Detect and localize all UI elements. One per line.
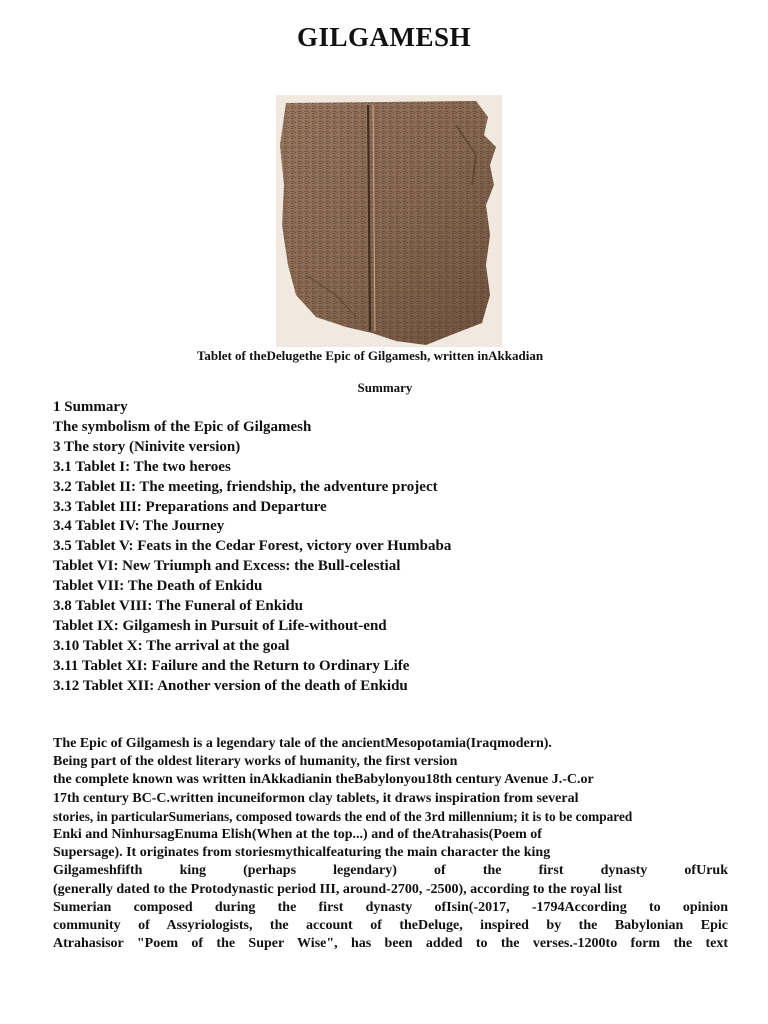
toc-item[interactable]: 3.8 Tablet VIII: The Funeral of Enkidu (53, 598, 303, 615)
body-line: Enki and NinhursagEnuma Elish(When at the top...) and of theAtrahasis(Poem of (53, 827, 542, 843)
toc-item[interactable]: The symbolism of the Epic of Gilgamesh (53, 418, 312, 435)
body-line: The Epic of Gilgamesh is a legendary tale of the ancientMesopotamia(Iraqmodern). (53, 736, 552, 751)
body-line: stories, in particularSumerians, composed towards the end of the 3rd millennium; it is to be compared (53, 808, 633, 824)
body-line: 17th century BC-C.written incuneiformon clay tablets, it draws inspiration from several (53, 790, 579, 806)
toc-item[interactable]: 3.1 Tablet I: The two heroes (53, 458, 231, 475)
toc-item[interactable]: Tablet IX: Gilgamesh in Pursuit of Life-without-end (53, 617, 387, 634)
body-line: Supersage). It originates from storiesmythicalfeaturing the main character the king (53, 845, 551, 861)
toc-item[interactable]: 3.3 Tablet III: Preparations and Departure (53, 498, 327, 515)
body-line: Atrahasisor "Poem of the Super Wise", has been added to the verses.-1200to form the text (53, 936, 728, 952)
body-line: Sumerian composed during the first dynasty ofIsin(-2017, -1794According to opinion (53, 899, 728, 915)
toc-item[interactable]: 3.4 Tablet IV: The Journey (53, 518, 225, 535)
body-line: Being part of the oldest literary works of humanity, the first version (53, 754, 458, 770)
body-line: the complete known was written inAkkadianin theBabylonyou18th century Avenue J.-C.or (53, 772, 594, 788)
body-line: (generally dated to the Protodynastic period III, around-2700, -2500), according to the royal list (53, 881, 623, 897)
body-line: community of Assyriologists, the account of theDeluge, inspired by the Babylonian Epic (53, 918, 728, 934)
toc-item[interactable]: 1 Summary (53, 399, 128, 415)
tablet-image (276, 95, 502, 347)
image-caption: Tablet of theDelugethe Epic of Gilgamesh, written inAkkadian (196, 348, 544, 363)
body-paragraph (53, 735, 728, 953)
toc-item[interactable]: 3.11 Tablet XI: Failure and the Return to Ordinary Life (53, 657, 410, 674)
table-of-contents (53, 398, 743, 697)
toc-item[interactable]: 3.12 Tablet XII: Another version of the death of Enkidu (53, 677, 408, 694)
toc-item[interactable]: Tablet VII: The Death of Enkidu (53, 578, 263, 595)
toc-item[interactable]: 3.5 Tablet V: Feats in the Cedar Forest, victory over Humbaba (53, 538, 452, 555)
toc-item[interactable]: 3.10 Tablet X: The arrival at the goal (53, 637, 290, 654)
toc-item[interactable]: 3.2 Tablet II: The meeting, friendship, the adventure project (53, 478, 438, 495)
toc-item[interactable]: 3 The story (Ninivite version) (53, 438, 241, 455)
body-line: Gilgameshfifth king (perhaps legendary) of the first dynasty ofUruk (53, 863, 728, 879)
summary-heading: Summary (357, 380, 413, 395)
toc-item[interactable]: Tablet VI: New Triumph and Excess: the Bull-celestial (53, 558, 401, 575)
document-title: GILGAMESH (296, 22, 472, 52)
